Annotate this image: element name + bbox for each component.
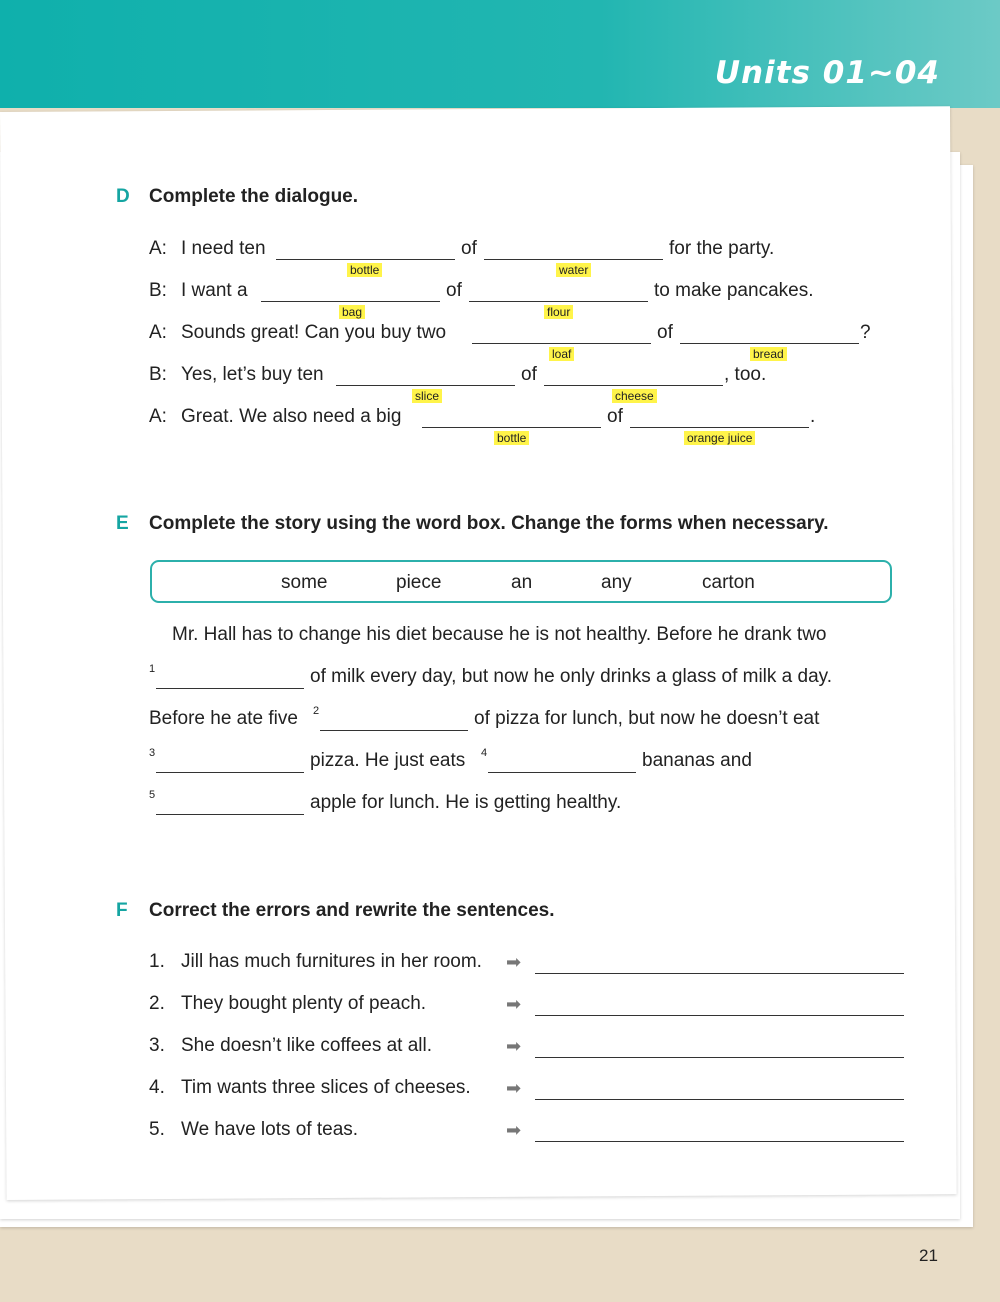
item-number: 2. bbox=[149, 993, 165, 1014]
item-number: 4. bbox=[149, 1077, 165, 1098]
rewrite-blank[interactable] bbox=[535, 1057, 904, 1058]
arrow-right-icon: ➡ bbox=[506, 1036, 522, 1056]
blank-number: 2 bbox=[313, 705, 320, 717]
hint-label: flour bbox=[544, 305, 573, 319]
story-blank-4[interactable] bbox=[488, 772, 636, 773]
story-text: Mr. Hall has to change his diet because he is not healthy. Before he drank two bbox=[172, 624, 827, 645]
hint-label: bottle bbox=[494, 431, 529, 445]
rewrite-blank[interactable] bbox=[535, 1141, 904, 1142]
story-text: of milk every day, but now he only drinks a glass of milk a day. bbox=[310, 666, 833, 687]
hint-label: water bbox=[556, 263, 591, 277]
dialogue-text: of bbox=[461, 238, 477, 259]
dialogue-text: of bbox=[521, 364, 537, 385]
dialogue-text: ? bbox=[860, 322, 871, 343]
dialogue-text: , too. bbox=[724, 364, 767, 385]
answer-blank[interactable] bbox=[422, 427, 601, 428]
section-e-title: Complete the story using the word box. Change the forms when necessary. bbox=[149, 513, 829, 534]
answer-blank[interactable] bbox=[630, 427, 809, 428]
story-text: Before he ate five bbox=[149, 708, 298, 729]
hint-label: loaf bbox=[549, 347, 574, 361]
answer-blank[interactable] bbox=[261, 301, 440, 302]
item-number: 1. bbox=[149, 951, 165, 972]
dialogue-text: to make pancakes. bbox=[654, 280, 814, 301]
answer-blank[interactable] bbox=[336, 385, 515, 386]
hint-label: bag bbox=[339, 305, 365, 319]
speaker: A: bbox=[149, 238, 167, 259]
dialogue-text: Great. We also need a big bbox=[181, 406, 402, 427]
answer-blank[interactable] bbox=[680, 343, 859, 344]
section-e-letter: E bbox=[116, 513, 129, 534]
blank-number: 5 bbox=[149, 789, 156, 801]
speaker: A: bbox=[149, 322, 167, 343]
units-title: Units 01~04 bbox=[714, 55, 940, 91]
rewrite-blank[interactable] bbox=[535, 973, 904, 974]
arrow-right-icon: ➡ bbox=[506, 1120, 522, 1140]
answer-blank[interactable] bbox=[484, 259, 663, 260]
dialogue-text: of bbox=[657, 322, 673, 343]
word-box-item: piece bbox=[396, 572, 442, 593]
story-text: pizza. He just eats bbox=[310, 750, 466, 771]
answer-blank[interactable] bbox=[469, 301, 648, 302]
answer-blank[interactable] bbox=[544, 385, 723, 386]
story-blank-2[interactable] bbox=[320, 730, 468, 731]
hint-label: orange juice bbox=[684, 431, 755, 445]
dialogue-text: I want a bbox=[181, 280, 248, 301]
section-d-title: Complete the dialogue. bbox=[149, 186, 359, 207]
item-sentence: Jill has much furnitures in her room. bbox=[181, 951, 482, 972]
story-text: of pizza for lunch, but now he doesn’t eat bbox=[474, 708, 820, 729]
blank-number: 4 bbox=[481, 747, 488, 759]
blank-number: 1 bbox=[149, 663, 156, 675]
section-f-title: Correct the errors and rewrite the sentences. bbox=[149, 900, 555, 921]
dialogue-text: of bbox=[446, 280, 462, 301]
answer-blank[interactable] bbox=[276, 259, 455, 260]
story-blank-3[interactable] bbox=[156, 772, 304, 773]
answer-blank[interactable] bbox=[472, 343, 651, 344]
rewrite-blank[interactable] bbox=[535, 1015, 904, 1016]
hint-label: cheese bbox=[612, 389, 657, 403]
dialogue-text: Sounds great! Can you buy two bbox=[181, 322, 447, 343]
rewrite-blank[interactable] bbox=[535, 1099, 904, 1100]
hint-label: slice bbox=[412, 389, 442, 403]
dialogue-text: Yes, let’s buy ten bbox=[181, 364, 324, 385]
arrow-right-icon: ➡ bbox=[506, 994, 522, 1014]
story-blank-1[interactable] bbox=[156, 688, 304, 689]
word-box-item: carton bbox=[702, 572, 755, 593]
hint-label: bread bbox=[750, 347, 787, 361]
item-sentence: We have lots of teas. bbox=[181, 1119, 359, 1140]
speaker: A: bbox=[149, 406, 167, 427]
arrow-right-icon: ➡ bbox=[506, 1078, 522, 1098]
section-f-letter: F bbox=[116, 900, 128, 921]
item-number: 3. bbox=[149, 1035, 165, 1056]
dialogue-text: of bbox=[607, 406, 623, 427]
speaker: B: bbox=[149, 280, 167, 301]
word-box-item: an bbox=[511, 572, 533, 593]
blank-number: 3 bbox=[149, 747, 156, 759]
story-text: bananas and bbox=[642, 750, 752, 771]
item-number: 5. bbox=[149, 1119, 165, 1140]
dialogue-text: I need ten bbox=[181, 238, 266, 259]
hint-label: bottle bbox=[347, 263, 382, 277]
dialogue-text: . bbox=[810, 406, 816, 427]
word-box-item: any bbox=[601, 572, 632, 593]
item-sentence: They bought plenty of peach. bbox=[181, 993, 427, 1014]
story-blank-5[interactable] bbox=[156, 814, 304, 815]
item-sentence: She doesn’t like coffees at all. bbox=[181, 1035, 433, 1056]
dialogue-text: for the party. bbox=[669, 238, 775, 259]
speaker: B: bbox=[149, 364, 167, 385]
section-d-letter: D bbox=[116, 186, 130, 207]
page-number: 21 bbox=[919, 1246, 938, 1265]
arrow-right-icon: ➡ bbox=[506, 952, 522, 972]
story-text: apple for lunch. He is getting healthy. bbox=[310, 792, 622, 813]
item-sentence: Tim wants three slices of cheeses. bbox=[181, 1077, 471, 1098]
word-box-item: some bbox=[281, 572, 328, 593]
